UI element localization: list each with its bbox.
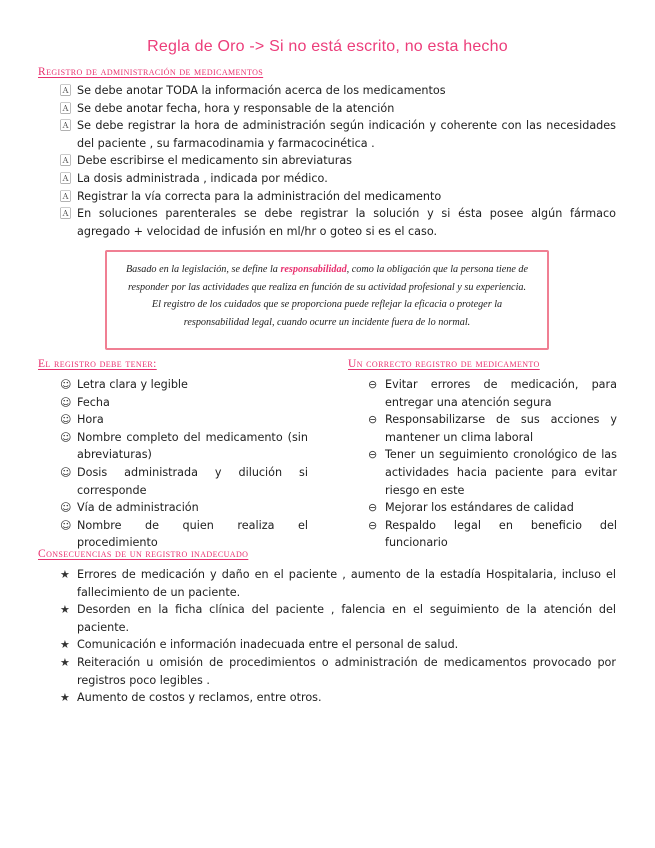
correcto-item-text: Mejorar los estándares de calidad xyxy=(385,501,574,515)
correcto-item-text: Responsabilizarse de sus acciones y mantener un clima laboral xyxy=(385,413,617,444)
debe-tener-item-text: Nombre de quien realiza el procedimiento xyxy=(77,518,308,550)
correcto-item-text: Respaldo legal en beneficio del funcionario xyxy=(385,518,617,550)
bullet-icon: 🄰 xyxy=(60,154,71,168)
debe-tener-item xyxy=(60,429,308,464)
consecuencias-heading: Consecuencias de un registro inadecuado xyxy=(38,548,249,560)
registro-item xyxy=(60,170,616,188)
debe-tener-item-text: Nombre completo del medicamento (sin abreviaturas) xyxy=(77,430,308,462)
consecuencias-item-text: Desorden en la ficha clínica del paciente , falencia en el seguimiento de la atención del paciente. xyxy=(77,603,616,634)
registro-item xyxy=(60,117,616,152)
correcto-list xyxy=(368,376,617,552)
correcto-item-text: Evitar errores de medicación, para entregar una atención segura xyxy=(385,378,617,409)
correcto-item xyxy=(368,376,617,411)
callout-text-3: El registro de los cuidados que se proporciona puede reflejar la eficacia o proteger la responsabilidad legal, cuando ocurre un incidente fuera de lo normal. xyxy=(151,299,503,328)
debe-tener-item-text: Letra clara y legible xyxy=(77,378,188,391)
registro-item-text: Se debe registrar la hora de administración según indicación y coherente con las necesidades del paciente , su farmacodinamia y farmacocinética . xyxy=(77,119,616,150)
bullet-icon: ⊖ xyxy=(368,448,378,462)
registro-item-text: Se debe anotar fecha, hora y responsable de la atención xyxy=(77,101,395,115)
bullet-icon: ★ xyxy=(60,691,70,705)
consecuencias-item-text: Aumento de costos y reclamos, entre otros. xyxy=(77,691,322,705)
registro-item xyxy=(60,188,616,206)
bullet-icon: ★ xyxy=(60,603,70,617)
consecuencias-item-text: Comunicación e información inadecuada entre el personal de salud. xyxy=(77,638,459,652)
debe-tener-item xyxy=(60,411,308,429)
bullet-icon: ☺ xyxy=(60,395,72,409)
bullet-icon: 🄰 xyxy=(60,207,71,221)
correcto-item-text: Tener un seguimiento cronológico de las actividades hacia paciente para evitar riesgo en este xyxy=(385,448,617,497)
bullet-icon: ☺ xyxy=(60,501,72,515)
registro-heading: Registro de administración de medicamentos xyxy=(38,66,264,78)
bullet-icon: ★ xyxy=(60,568,70,581)
bullet-icon: ☺ xyxy=(60,465,72,479)
debe-tener-item xyxy=(60,394,308,412)
bullet-icon: ⊖ xyxy=(368,501,378,515)
legislation-callout xyxy=(105,250,549,350)
callout-text-1: Basado en la legislación, se define la xyxy=(125,264,281,275)
registro-item xyxy=(60,82,616,100)
debe-tener-list xyxy=(60,376,308,552)
registro-item xyxy=(60,100,616,118)
bullet-icon: ☺ xyxy=(60,378,72,391)
bullet-icon: ★ xyxy=(60,655,70,669)
bullet-icon: 🄰 xyxy=(60,101,71,115)
consecuencias-item-text: Reiteración u omisión de procedimientos o administración de medicamentos provocado por registros poco legibles . xyxy=(77,655,616,687)
consecuencias-item xyxy=(60,601,616,636)
bullet-icon: ☺ xyxy=(60,413,72,427)
consecuencias-item xyxy=(60,689,616,707)
consecuencias-item-text: Errores de medicación y daño en el paciente , aumento de la estadía Hospitalaria, incluso el fallecimiento de un paciente. xyxy=(77,568,616,599)
debe-tener-item xyxy=(60,499,308,517)
registro-item xyxy=(60,152,616,170)
consecuencias-item xyxy=(60,566,616,601)
bullet-icon: ☺ xyxy=(60,430,72,444)
registro-item xyxy=(60,205,616,240)
consecuencias-item xyxy=(60,654,616,689)
debe-tener-item xyxy=(60,517,308,552)
correcto-heading: Un correcto registro de medicamento xyxy=(348,358,540,370)
correcto-item xyxy=(368,499,617,517)
bullet-icon: 🄰 xyxy=(60,171,71,185)
debe-tener-item-text: Dosis administrada y dilución si corresponde xyxy=(77,465,308,497)
registro-list xyxy=(60,82,616,240)
consecuencias-list xyxy=(60,566,616,707)
registro-item-text: La dosis administrada , indicada por médico. xyxy=(77,171,328,185)
consecuencias-item xyxy=(60,636,616,654)
registro-item-text: Debe escribirse el medicamento sin abreviaturas xyxy=(77,154,353,168)
debe-tener-item xyxy=(60,376,308,394)
correcto-item xyxy=(368,446,617,499)
correcto-item xyxy=(368,517,617,552)
registro-item-text: Se debe anotar TODA la información acerca de los medicamentos xyxy=(77,84,446,97)
debe-tener-heading: El registro debe tener: xyxy=(38,358,157,370)
registro-item-text: En soluciones parenterales se debe registrar la solución y si ésta posee algún fármaco agregado + velocidad de infusión en ml/hr o goteo si es el caso. xyxy=(77,207,616,238)
page-title: Regla de Oro -> Si no está escrito, no esta hecho xyxy=(147,38,508,55)
bullet-icon: 🄰 xyxy=(60,189,71,203)
bullet-icon: ☺ xyxy=(60,518,72,532)
bullet-icon: ★ xyxy=(60,638,70,652)
bullet-icon: 🄰 xyxy=(60,119,71,133)
debe-tener-item-text: Fecha xyxy=(77,395,110,409)
callout-text-2: , como la obligación que la persona tiene de responder por las actividades que realiza en función de su actividad profesional y su experiencia. xyxy=(127,264,529,293)
bullet-icon: ⊖ xyxy=(368,518,378,532)
callout-highlight: responsabilidad xyxy=(280,264,347,275)
bullet-icon: 🄰 xyxy=(60,84,71,97)
registro-item-text: Registrar la vía correcta para la administración del medicamento xyxy=(77,189,442,203)
debe-tener-item-text: Hora xyxy=(77,413,104,427)
bullet-icon: ⊖ xyxy=(368,378,378,391)
debe-tener-item xyxy=(60,464,308,499)
correcto-item xyxy=(368,411,617,446)
debe-tener-item-text: Vía de administración xyxy=(77,501,199,515)
bullet-icon: ⊖ xyxy=(368,413,378,427)
